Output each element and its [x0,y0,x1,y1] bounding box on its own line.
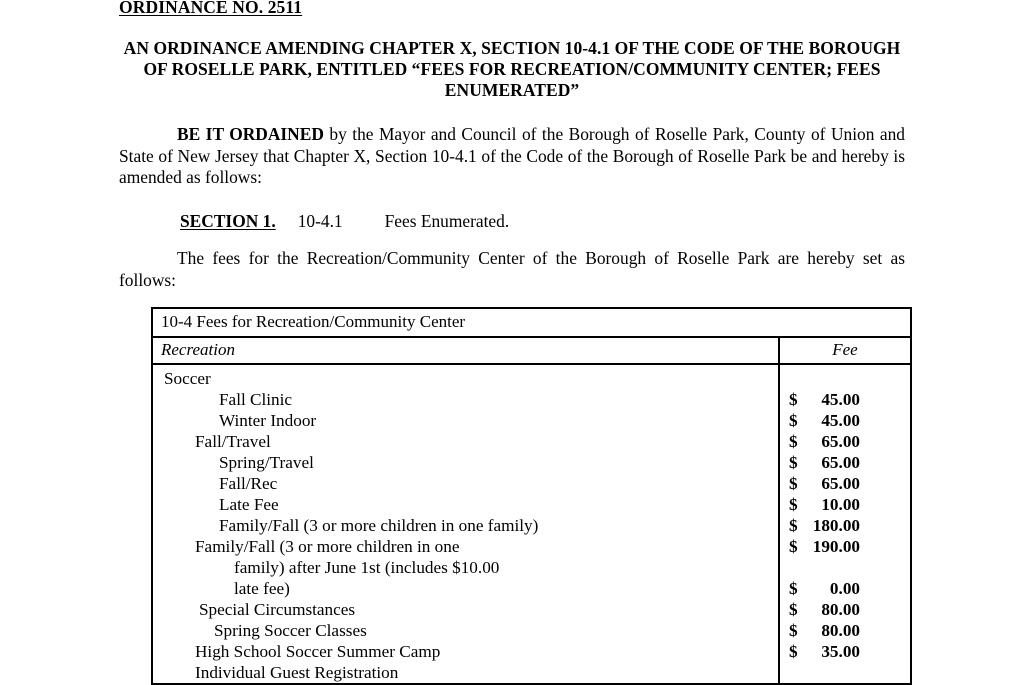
currency-symbol: $ [789,642,798,661]
recreation-column [153,365,780,683]
row-label: Late Fee [219,495,279,514]
row-fee [789,368,910,389]
row-fee [789,515,910,536]
column-header-fee: Fee [832,340,858,359]
fee-amount: 35.00 [821,642,860,661]
currency-symbol: $ [789,600,798,619]
fee-schedule-table [151,307,912,685]
ordinance-number-heading: ORDINANCE NO. 2511 [119,0,303,17]
table-row [153,662,778,683]
fee-amount: 45.00 [821,390,860,409]
title-line-1: AN ORDINANCE AMENDING CHAPTER X, SECTION 10-4.1 OF THE CODE OF THE BOROUGH [123,38,901,58]
currency-symbol: $ [789,516,798,535]
title-line-3: ENUMERATED” [444,80,580,100]
table-row [153,620,778,641]
fee-amount: 80.00 [821,600,860,619]
fee-amount: 10.00 [821,495,860,514]
row-label: Special Circumstances [199,600,356,619]
table-row [153,473,778,494]
row-fee [789,578,910,599]
row-fee [789,599,910,620]
row-label: Winter Indoor [219,411,317,430]
row-label: Fall Clinic [219,390,293,409]
row-fee [789,536,910,557]
currency-symbol: $ [789,495,798,514]
row-label: Soccer [164,369,211,388]
table-row [153,410,778,431]
row-label: Fall/Travel [195,432,271,451]
fee-amount: 65.00 [821,453,860,472]
currency-symbol: $ [789,453,798,472]
row-fee [789,389,910,410]
currency-symbol: $ [789,474,798,493]
table-caption: 10-4 Fees for Recreation/Community Center [161,312,466,331]
fee-amount: 180.00 [812,516,860,535]
table-row [153,641,778,662]
row-fee [789,452,910,473]
fee-amount: 45.00 [821,411,860,430]
currency-symbol: $ [789,537,798,556]
table-row [153,452,778,473]
table-row [153,578,778,599]
section-heading-line [119,211,905,232]
row-label: family) after June 1st (includes $10.00 [234,558,500,577]
currency-symbol: $ [789,621,798,640]
fee-amount: 190.00 [812,537,860,556]
ordinance-title [119,38,905,101]
row-label: High School Soccer Summer Camp [195,642,441,661]
fee-amount: 65.00 [821,474,860,493]
enacting-clause-paragraph [119,124,905,189]
enacting-clause-lead: BE IT ORDAINED [177,124,324,144]
section-label: SECTION 1. [180,211,276,231]
fee-column [780,365,910,683]
table-row [153,494,778,515]
table-row [153,368,778,389]
row-label: Spring Soccer Classes [214,621,367,640]
table-row [153,536,778,557]
table-row [153,431,778,452]
row-label: Spring/Travel [219,453,314,472]
table-row [153,389,778,410]
row-fee [789,620,910,641]
title-line-2: OF ROSELLE PARK, ENTITLED “FEES FOR RECREATION/COMMUNITY CENTER; FEES [143,59,881,79]
row-label: Family/Fall (3 or more children in one [195,537,460,556]
table-header-row [153,338,910,365]
fees-intro-text: The fees for the Recreation/Community Center of the Borough of Roselle Park are hereby set as follows: [119,248,905,290]
row-fee [789,494,910,515]
row-fee [789,473,910,494]
table-body [153,365,910,683]
section-caption: Fees Enumerated. [384,211,510,231]
row-fee [789,431,910,452]
fees-intro-paragraph [119,248,905,291]
enacting-clause-body: by the Mayor and Council of the Borough of Roselle Park, County of Union and State of New Jersey that Chapter X, Section 10-4.1 of the Code of the Borough of Roselle Park be and hereby is amended as follows: [119,124,906,187]
table-row [153,599,778,620]
row-label: Individual Guest Registration [195,663,399,682]
table-row [153,515,778,536]
currency-symbol: $ [789,411,798,430]
column-header-recreation: Recreation [153,338,780,363]
row-label: Family/Fall (3 or more children in one family) [219,516,539,535]
currency-symbol: $ [789,432,798,451]
row-fee [789,557,910,578]
fee-amount: 65.00 [821,432,860,451]
row-label: late fee) [234,579,290,598]
table-caption-row [153,309,910,338]
fee-amount: 80.00 [821,621,860,640]
currency-symbol: $ [789,579,798,598]
section-code: 10-4.1 [297,211,343,231]
row-fee [789,662,910,683]
fee-amount: 0.00 [829,579,860,598]
row-fee [789,641,910,662]
currency-symbol: $ [789,390,798,409]
row-fee [789,410,910,431]
row-label: Fall/Rec [219,474,278,493]
table-row [153,557,778,578]
